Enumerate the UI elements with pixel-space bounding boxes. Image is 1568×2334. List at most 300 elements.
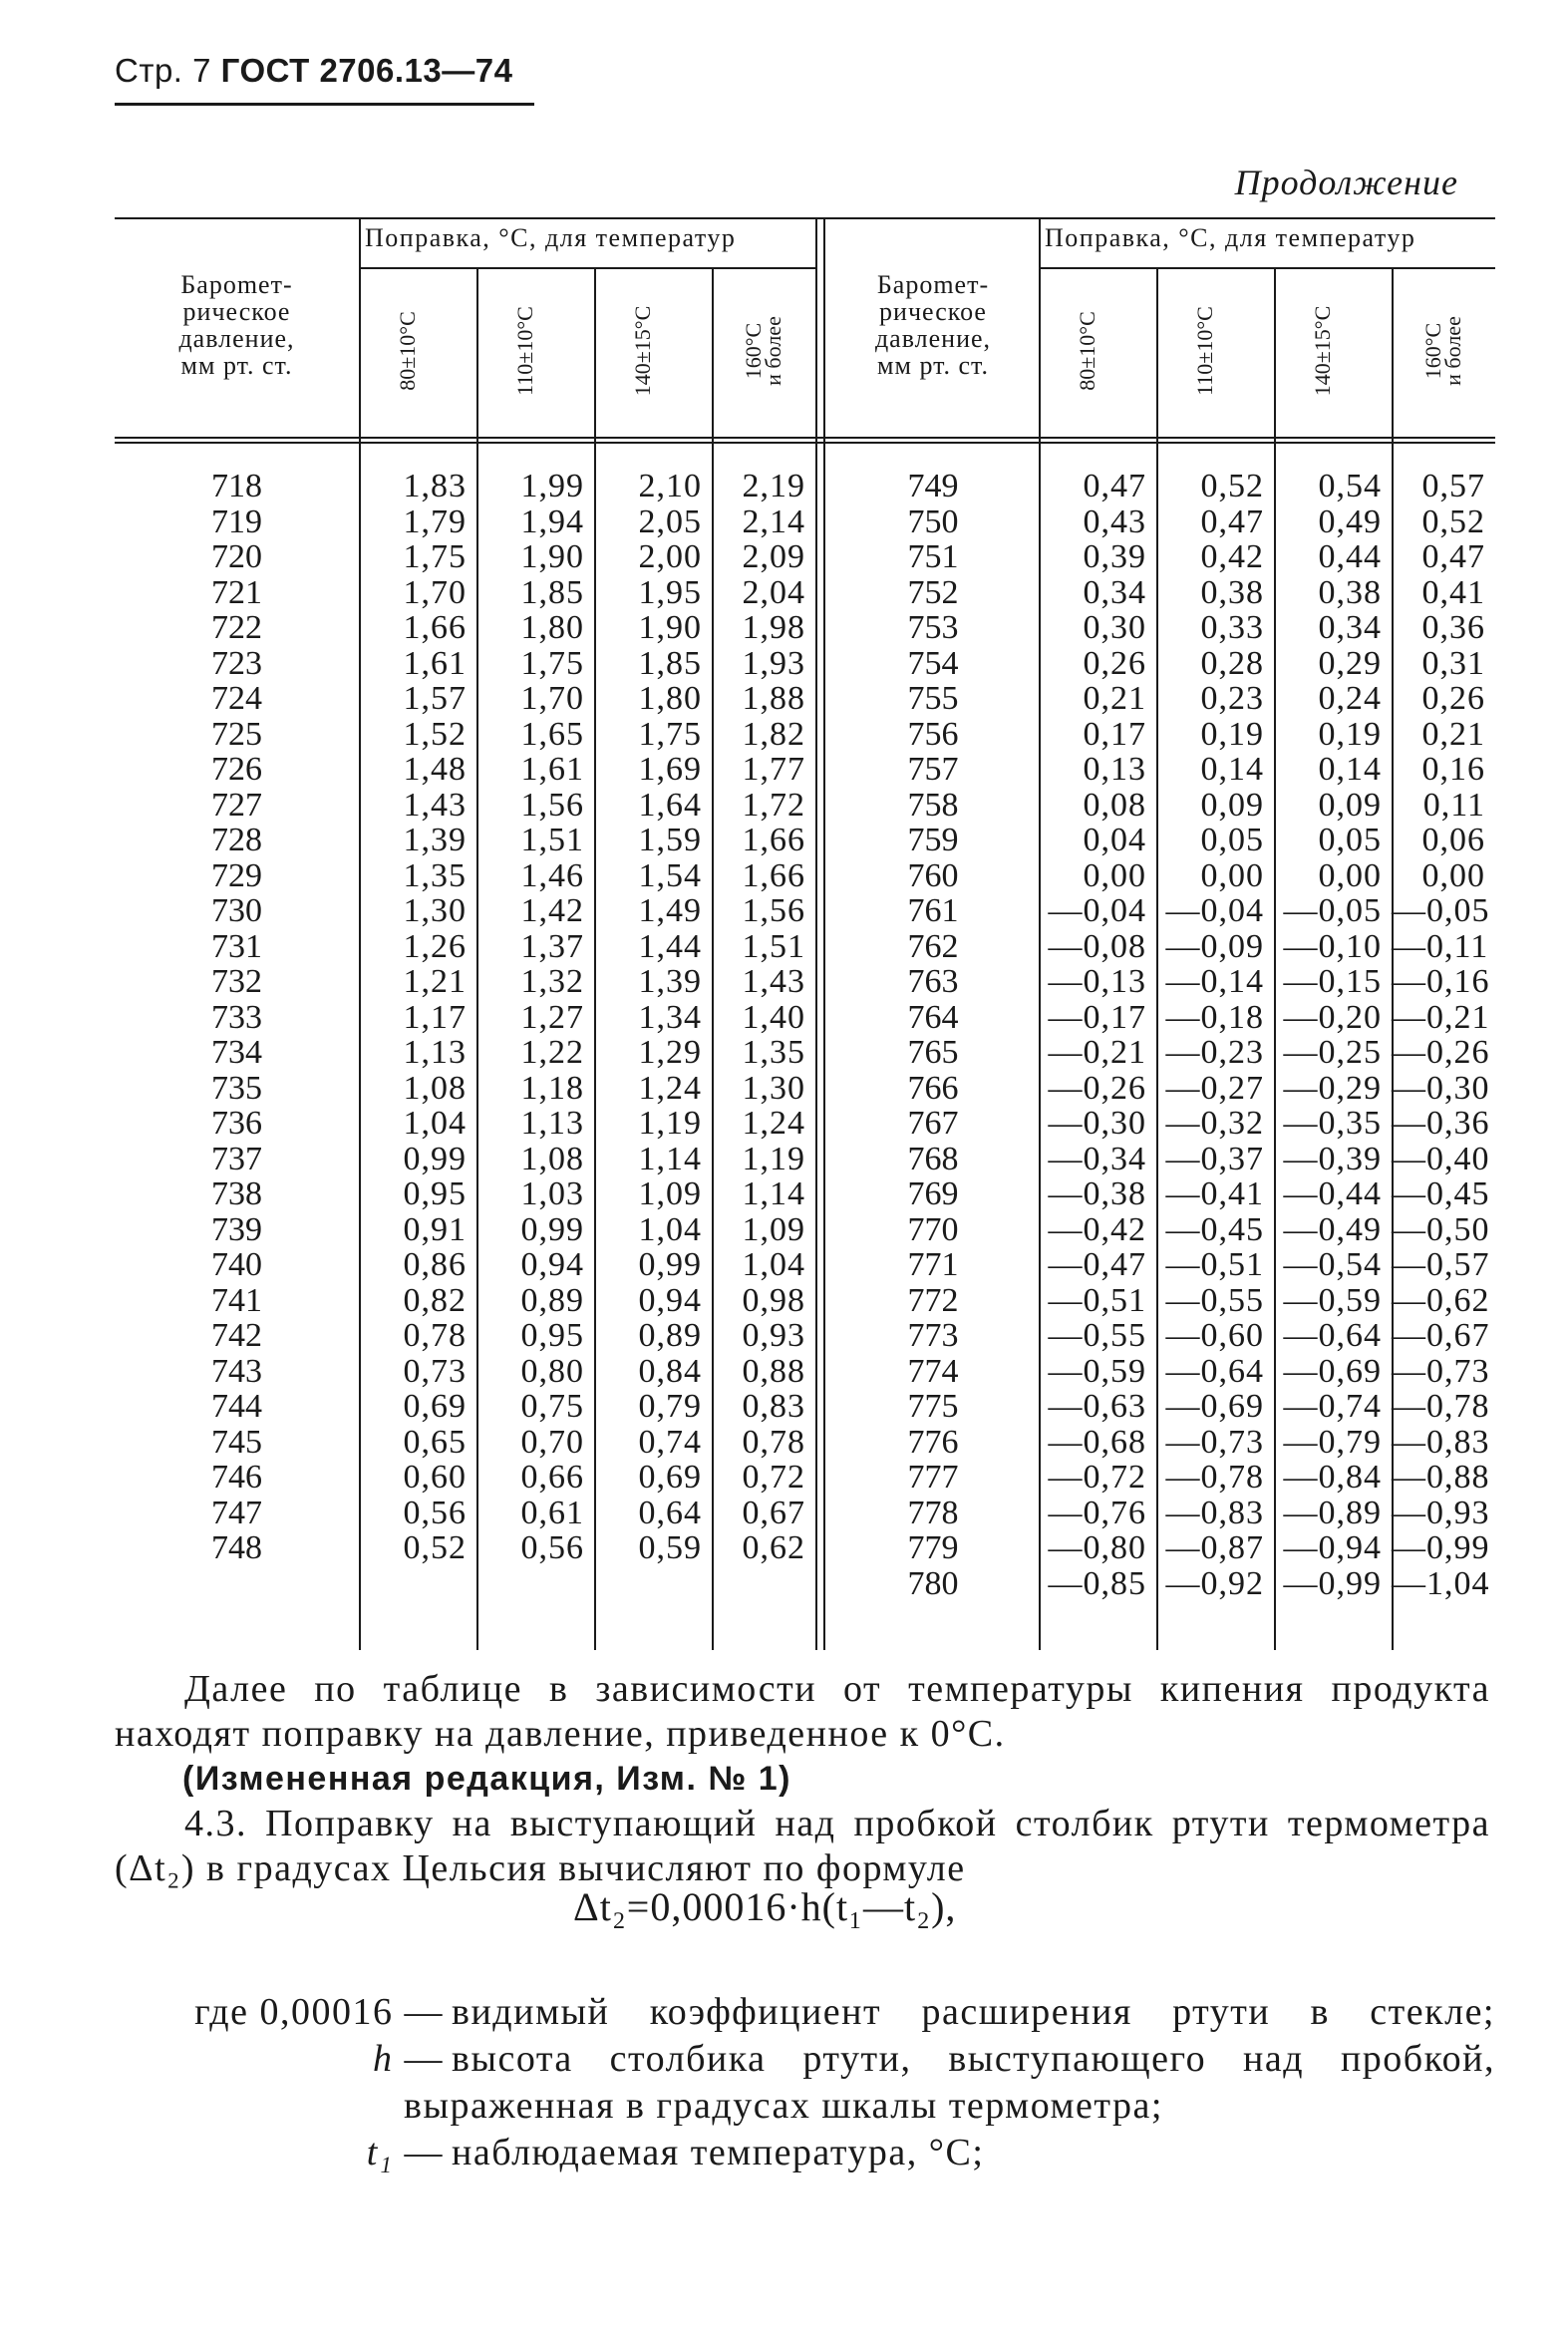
value-cell: 0,88 <box>742 1352 805 1390</box>
value-cell: 0,67 <box>742 1494 805 1531</box>
value-cell: 1,42 <box>520 892 584 929</box>
pressure-cell: 768 <box>907 1140 959 1177</box>
pressure-cell: 773 <box>907 1317 959 1354</box>
value-cell: —0,55 <box>1048 1317 1146 1354</box>
pressure-cell: 745 <box>211 1423 262 1461</box>
value-cell: 0,11 <box>1422 786 1485 824</box>
value-cell: 1,37 <box>520 927 584 965</box>
value-cell: —0,32 <box>1165 1105 1264 1142</box>
value-cell: 1,52 <box>403 715 467 753</box>
value-cell: 0,08 <box>1083 786 1146 824</box>
value-cell: —0,36 <box>1392 1105 1490 1142</box>
correction-group-header: Поправка, °С, для температур <box>1045 223 1416 252</box>
pressure-cell: 723 <box>211 644 262 682</box>
value-cell: 0,05 <box>1318 822 1382 858</box>
value-cell: —0,25 <box>1283 1034 1382 1071</box>
value-cell: —0,92 <box>1165 1564 1264 1602</box>
pressure-cell: 750 <box>907 502 959 540</box>
value-cell: —0,68 <box>1048 1423 1146 1461</box>
value-cell: 1,69 <box>638 751 702 788</box>
pressure-cell: 724 <box>211 680 262 717</box>
value-cell: —0,78 <box>1165 1459 1264 1496</box>
value-cell: —0,17 <box>1048 998 1146 1036</box>
value-column <box>1274 469 1382 1601</box>
value-cell: 0,06 <box>1421 822 1485 858</box>
value-cell: 0,79 <box>638 1388 702 1425</box>
value-cell: 0,41 <box>1421 573 1485 611</box>
value-cell: 0,64 <box>638 1494 702 1531</box>
pressure-cell: 766 <box>907 1069 959 1107</box>
value-cell: —0,11 <box>1392 927 1489 965</box>
value-cell: 1,75 <box>403 538 467 575</box>
value-cell: 1,04 <box>403 1105 467 1142</box>
pressure-cell: 743 <box>211 1352 262 1390</box>
value-cell: 1,51 <box>742 927 805 965</box>
value-cell: —0,51 <box>1048 1281 1146 1319</box>
pressure-cell: 770 <box>907 1210 959 1248</box>
pressure-cell: 751 <box>907 538 959 575</box>
value-cell: 1,66 <box>742 822 805 858</box>
value-cell: 1,18 <box>520 1069 584 1107</box>
value-cell: 0,09 <box>1200 786 1264 824</box>
value-cell: 1,09 <box>742 1210 805 1248</box>
value-cell: —0,73 <box>1392 1352 1490 1390</box>
value-cell: —0,21 <box>1392 998 1490 1036</box>
value-cell: 0,80 <box>520 1352 584 1390</box>
value-cell: —0,39 <box>1283 1140 1382 1177</box>
value-cell: 0,78 <box>742 1423 805 1461</box>
value-cell: 0,42 <box>1200 538 1264 575</box>
value-cell: 1,26 <box>403 927 467 965</box>
value-cell: —0,55 <box>1165 1281 1264 1319</box>
value-cell: —0,26 <box>1392 1034 1490 1071</box>
value-cell: —0,62 <box>1392 1281 1490 1319</box>
temperature-header: 140±15°С <box>1310 305 1335 397</box>
value-cell: —0,20 <box>1283 998 1382 1036</box>
value-cell: 1,49 <box>638 892 702 929</box>
value-cell: —0,04 <box>1048 892 1146 929</box>
value-cell: —0,15 <box>1283 963 1382 1000</box>
value-cell: 0,83 <box>742 1388 805 1425</box>
pressure-column <box>827 469 1039 1601</box>
pressure-cell: 719 <box>211 502 262 540</box>
value-cell: 0,47 <box>1083 468 1146 504</box>
value-cell: 1,48 <box>403 751 467 788</box>
value-cell: —0,76 <box>1048 1494 1146 1531</box>
value-cell: 0,05 <box>1200 822 1264 858</box>
value-cell: 0,38 <box>1200 573 1264 611</box>
value-cell: 0,09 <box>1318 786 1382 824</box>
page-number: Стр. 7 <box>115 52 211 89</box>
value-cell: 0,34 <box>1318 609 1382 646</box>
body-text <box>115 1667 1490 1891</box>
pressure-cell: 771 <box>907 1246 959 1283</box>
value-cell: —0,04 <box>1165 892 1264 929</box>
correction-group-header: Поправка, °С, для температур <box>365 223 737 252</box>
pressure-cell: 752 <box>907 573 959 611</box>
pressure-header-line: рическое <box>182 297 291 326</box>
pressure-cell: 772 <box>907 1281 959 1319</box>
pressure-cell: 780 <box>907 1564 959 1602</box>
value-cell: 1,35 <box>403 856 467 894</box>
value-cell: 1,90 <box>638 609 702 646</box>
value-cell: —0,10 <box>1283 927 1382 965</box>
value-cell: 0,47 <box>1421 538 1485 575</box>
value-cell: —0,89 <box>1283 1494 1382 1531</box>
pressure-cell: 727 <box>211 786 262 824</box>
temperature-header: 110±10°С <box>512 306 537 396</box>
right-group-rule <box>1039 267 1495 269</box>
value-cell: 0,04 <box>1083 822 1146 858</box>
value-cell: 0,73 <box>403 1352 467 1390</box>
value-cell: —0,45 <box>1392 1175 1490 1212</box>
pressure-cell: 734 <box>211 1034 262 1071</box>
header-underline <box>115 103 534 106</box>
value-cell: 1,19 <box>638 1105 702 1142</box>
value-cell: 0,36 <box>1421 609 1485 646</box>
value-cell: —0,47 <box>1048 1246 1146 1283</box>
value-cell: 1,19 <box>742 1140 805 1177</box>
header-bottom-rule <box>115 437 1495 439</box>
pressure-cell: 769 <box>907 1175 959 1212</box>
value-cell: 1,83 <box>403 468 467 504</box>
pressure-cell: 733 <box>211 998 262 1036</box>
value-cell: 0,98 <box>742 1281 805 1319</box>
value-column <box>476 469 584 1566</box>
pressure-cell: 722 <box>211 609 262 646</box>
pressure-cell: 777 <box>907 1459 959 1496</box>
value-cell: 1,61 <box>520 751 584 788</box>
value-cell: —0,42 <box>1048 1210 1146 1248</box>
value-cell: 1,59 <box>638 822 702 858</box>
value-cell: 0,16 <box>1421 751 1485 788</box>
page-header <box>115 52 512 90</box>
temperature-header: 80±10°С <box>395 311 420 391</box>
value-cell: 1,14 <box>638 1140 702 1177</box>
pressure-cell: 746 <box>211 1459 262 1496</box>
continuation-label: Продолжение <box>1234 163 1458 202</box>
value-cell: —0,74 <box>1283 1388 1382 1425</box>
value-cell: 0,56 <box>520 1529 584 1566</box>
value-cell: 0,38 <box>1318 573 1382 611</box>
value-cell: 0,26 <box>1083 644 1146 682</box>
value-cell: 1,80 <box>638 680 702 717</box>
value-cell: —0,57 <box>1392 1246 1490 1283</box>
definition-text: высота столбика ртути, выступающего над пробкой, <box>452 2038 1495 2080</box>
value-column <box>359 469 467 1566</box>
value-cell: 0,91 <box>403 1210 467 1248</box>
value-cell: 0,74 <box>638 1423 702 1461</box>
value-cell: 0,69 <box>403 1388 467 1425</box>
value-cell: 0,99 <box>520 1210 584 1248</box>
value-cell: 1,90 <box>520 538 584 575</box>
value-cell: 0,34 <box>1083 573 1146 611</box>
temperature-header: 160°С и более <box>741 316 785 386</box>
value-cell: 0,82 <box>403 1281 467 1319</box>
pressure-cell: 732 <box>211 963 262 1000</box>
value-cell: 0,52 <box>403 1529 467 1566</box>
value-cell: 0,17 <box>1083 715 1146 753</box>
value-cell: —0,64 <box>1165 1352 1264 1390</box>
value-cell: —0,41 <box>1165 1175 1264 1212</box>
pressure-cell: 755 <box>907 680 959 717</box>
pressure-cell: 720 <box>211 538 262 575</box>
value-cell: —0,05 <box>1283 892 1382 929</box>
value-cell: 1,56 <box>520 786 584 824</box>
value-cell: 0,49 <box>1318 502 1382 540</box>
value-cell: 0,29 <box>1318 644 1382 682</box>
value-cell: 2,10 <box>638 468 702 504</box>
value-cell: 0,54 <box>1318 468 1382 504</box>
definition-text: наблюдаемая температура, °С; <box>452 2132 985 2173</box>
pressure-cell: 726 <box>211 751 262 788</box>
value-cell: —0,37 <box>1165 1140 1264 1177</box>
value-cell: —0,34 <box>1048 1140 1146 1177</box>
definition-row <box>115 2130 1495 2176</box>
value-cell: 1,35 <box>742 1034 805 1071</box>
value-cell: 1,61 <box>403 644 467 682</box>
definition-row <box>115 2036 1495 2083</box>
value-cell: 1,80 <box>520 609 584 646</box>
value-cell: —0,21 <box>1048 1034 1146 1071</box>
value-cell: 0,24 <box>1318 680 1382 717</box>
pressure-cell: 767 <box>907 1105 959 1142</box>
value-cell: 1,43 <box>403 786 467 824</box>
pressure-cell: 748 <box>211 1529 262 1566</box>
pressure-cell: 764 <box>907 998 959 1036</box>
value-cell: 0,57 <box>1421 468 1485 504</box>
value-cell: —0,99 <box>1283 1564 1382 1602</box>
value-cell: —0,59 <box>1048 1352 1146 1390</box>
value-cell: 1,75 <box>520 644 584 682</box>
value-cell: 0,14 <box>1318 751 1382 788</box>
value-cell: —0,87 <box>1165 1529 1264 1566</box>
value-cell: —0,16 <box>1392 963 1490 1000</box>
value-cell: 2,05 <box>638 502 702 540</box>
pressure-header-line: Бароmет- <box>876 270 990 299</box>
definition-continuation: выраженная в градусах шкалы термометра; <box>404 2085 1163 2127</box>
pressure-cell: 760 <box>907 856 959 894</box>
header-bottom-rule-2 <box>115 442 1495 444</box>
pressure-column <box>115 469 359 1566</box>
value-cell: 0,39 <box>1083 538 1146 575</box>
temperature-header: 140±15°С <box>630 305 655 397</box>
value-cell: 0,30 <box>1083 609 1146 646</box>
value-cell: 1,72 <box>742 786 805 824</box>
value-cell: 1,39 <box>403 822 467 858</box>
pressure-cell: 758 <box>907 786 959 824</box>
value-cell: 1,08 <box>520 1140 584 1177</box>
value-cell: 1,46 <box>520 856 584 894</box>
definition-row <box>115 1989 1495 2036</box>
value-cell: 0,52 <box>1200 468 1264 504</box>
value-cell: 0,59 <box>638 1529 702 1566</box>
value-cell: —0,94 <box>1283 1529 1382 1566</box>
paragraph-table-usage: Далее по таблице в зависимости от температуры кипения продукта находят поправку на давление, приведенное к 0°С. <box>115 1668 1490 1755</box>
temperature-header: 110±10°С <box>1192 306 1217 396</box>
pressure-cell: 776 <box>907 1423 959 1461</box>
value-cell: —0,54 <box>1283 1246 1382 1283</box>
value-cell: 0,21 <box>1421 715 1485 753</box>
value-cell: —0,67 <box>1392 1317 1490 1354</box>
pressure-cell: 737 <box>211 1140 262 1177</box>
value-cell: —0,59 <box>1283 1281 1382 1319</box>
value-cell: 1,43 <box>742 963 805 1000</box>
pressure-cell: 749 <box>907 468 959 504</box>
value-cell: —0,05 <box>1392 892 1490 929</box>
value-cell: 0,00 <box>1200 856 1264 894</box>
value-cell: 0,43 <box>1083 502 1146 540</box>
value-cell: 1,13 <box>403 1034 467 1071</box>
value-cell: —0,85 <box>1048 1564 1146 1602</box>
value-cell: 1,56 <box>742 892 805 929</box>
value-cell: 0,65 <box>403 1423 467 1461</box>
value-cell: —0,08 <box>1048 927 1146 965</box>
value-cell: 1,64 <box>638 786 702 824</box>
value-cell: 1,40 <box>742 998 805 1036</box>
value-cell: —1,04 <box>1392 1564 1490 1602</box>
pressure-header <box>827 271 1039 379</box>
value-cell: 1,44 <box>638 927 702 965</box>
value-cell: 0,33 <box>1200 609 1264 646</box>
value-cell: 1,93 <box>742 644 805 682</box>
value-column <box>1156 469 1264 1601</box>
value-cell: 1,04 <box>742 1246 805 1283</box>
pressure-cell: 756 <box>907 715 959 753</box>
value-cell: —0,44 <box>1283 1175 1382 1212</box>
value-cell: —0,63 <box>1048 1388 1146 1425</box>
value-cell: —0,88 <box>1392 1459 1490 1496</box>
value-cell: 1,39 <box>638 963 702 1000</box>
pressure-cell: 730 <box>211 892 262 929</box>
pressure-cell: 754 <box>907 644 959 682</box>
pressure-cell: 718 <box>211 468 262 504</box>
value-cell: 0,70 <box>520 1423 584 1461</box>
value-cell: —0,73 <box>1165 1423 1264 1461</box>
value-cell: 0,00 <box>1421 856 1485 894</box>
pressure-cell: 738 <box>211 1175 262 1212</box>
value-cell: 0,95 <box>403 1175 467 1212</box>
value-cell: 1,51 <box>520 822 584 858</box>
pressure-cell: 742 <box>211 1317 262 1354</box>
pressure-header-line: давление, <box>178 324 295 353</box>
column-divider <box>823 217 825 1650</box>
pressure-header <box>115 271 359 379</box>
pressure-cell: 721 <box>211 573 262 611</box>
value-cell: 1,24 <box>638 1069 702 1107</box>
value-cell: 0,89 <box>520 1281 584 1319</box>
value-cell: —0,35 <box>1283 1105 1382 1142</box>
value-cell: 0,31 <box>1421 644 1485 682</box>
value-cell: 0,60 <box>403 1459 467 1496</box>
value-cell: 2,14 <box>742 502 805 540</box>
definition-term: где 0,00016 — <box>194 1991 444 2033</box>
value-cell: 2,04 <box>742 573 805 611</box>
value-cell: 0,23 <box>1200 680 1264 717</box>
value-cell: 1,04 <box>638 1210 702 1248</box>
value-cell: 0,62 <box>742 1529 805 1566</box>
value-cell: —0,51 <box>1165 1246 1264 1283</box>
value-cell: —0,30 <box>1392 1069 1490 1107</box>
value-cell: 1,66 <box>403 609 467 646</box>
value-cell: 2,19 <box>742 468 805 504</box>
value-cell: —0,93 <box>1392 1494 1490 1531</box>
paragraph-4-3: 4.3. Поправку на выступающий над пробкой столбик ртути термометра (Δt₂) в градусах Цельсия вычисляют по формуле <box>115 1803 1490 1889</box>
value-cell: 1,75 <box>638 715 702 753</box>
value-cell: 1,98 <box>742 609 805 646</box>
value-cell: 0,95 <box>520 1317 584 1354</box>
value-cell: 1,95 <box>638 573 702 611</box>
pressure-cell: 744 <box>211 1388 262 1425</box>
value-cell: 0,72 <box>742 1459 805 1496</box>
value-cell: 0,19 <box>1200 715 1264 753</box>
pressure-header-line: рическое <box>879 297 987 326</box>
value-cell: —0,69 <box>1283 1352 1382 1390</box>
value-cell: 1,24 <box>742 1105 805 1142</box>
pressure-header-line: мм рт. ст. <box>180 351 293 380</box>
value-cell: 1,27 <box>520 998 584 1036</box>
value-cell: 0,13 <box>1083 751 1146 788</box>
value-cell: 1,65 <box>520 715 584 753</box>
pressure-header-line: мм рт. ст. <box>877 351 989 380</box>
value-cell: —0,99 <box>1392 1529 1490 1566</box>
value-cell: 1,70 <box>403 573 467 611</box>
pressure-cell: 778 <box>907 1494 959 1531</box>
definition-term: h — <box>373 2038 444 2080</box>
value-cell: 0,86 <box>403 1246 467 1283</box>
value-cell: 1,70 <box>520 680 584 717</box>
pressure-cell: 731 <box>211 927 262 965</box>
temperature-header: 80±10°С <box>1075 311 1099 391</box>
temperature-header: 160°С и более <box>1420 316 1465 386</box>
value-cell: 0,78 <box>403 1317 467 1354</box>
pressure-header-line: давление, <box>874 324 992 353</box>
value-cell: —0,40 <box>1392 1140 1490 1177</box>
value-cell: —0,78 <box>1392 1388 1490 1425</box>
value-cell: 1,14 <box>742 1175 805 1212</box>
value-cell: 0,00 <box>1083 856 1146 894</box>
value-cell: 1,77 <box>742 751 805 788</box>
value-cell: 1,82 <box>742 715 805 753</box>
value-cell: 1,94 <box>520 502 584 540</box>
value-cell: —0,09 <box>1165 927 1264 965</box>
standard-number: ГОСТ 2706.13—74 <box>220 52 513 89</box>
value-cell: —0,23 <box>1165 1034 1264 1071</box>
pressure-cell: 739 <box>211 1210 262 1248</box>
value-cell: 0,56 <box>403 1494 467 1531</box>
value-cell: —0,30 <box>1048 1105 1146 1142</box>
value-cell: 0,69 <box>638 1459 702 1496</box>
value-cell: 1,85 <box>520 573 584 611</box>
value-cell: —0,14 <box>1165 963 1264 1000</box>
value-cell: 0,66 <box>520 1459 584 1496</box>
value-cell: 1,21 <box>403 963 467 1000</box>
value-cell: 0,21 <box>1083 680 1146 717</box>
value-cell: 0,99 <box>403 1140 467 1177</box>
pressure-cell: 747 <box>211 1494 262 1531</box>
value-cell: 2,00 <box>638 538 702 575</box>
value-cell: —0,64 <box>1283 1317 1382 1354</box>
value-cell: 1,57 <box>403 680 467 717</box>
pressure-cell: 728 <box>211 822 262 858</box>
value-cell: 1,85 <box>638 644 702 682</box>
value-cell: —0,26 <box>1048 1069 1146 1107</box>
value-cell: 1,13 <box>520 1105 584 1142</box>
value-cell: 1,22 <box>520 1034 584 1071</box>
value-cell: 0,14 <box>1200 751 1264 788</box>
pressure-cell: 729 <box>211 856 262 894</box>
value-cell: 0,19 <box>1318 715 1382 753</box>
